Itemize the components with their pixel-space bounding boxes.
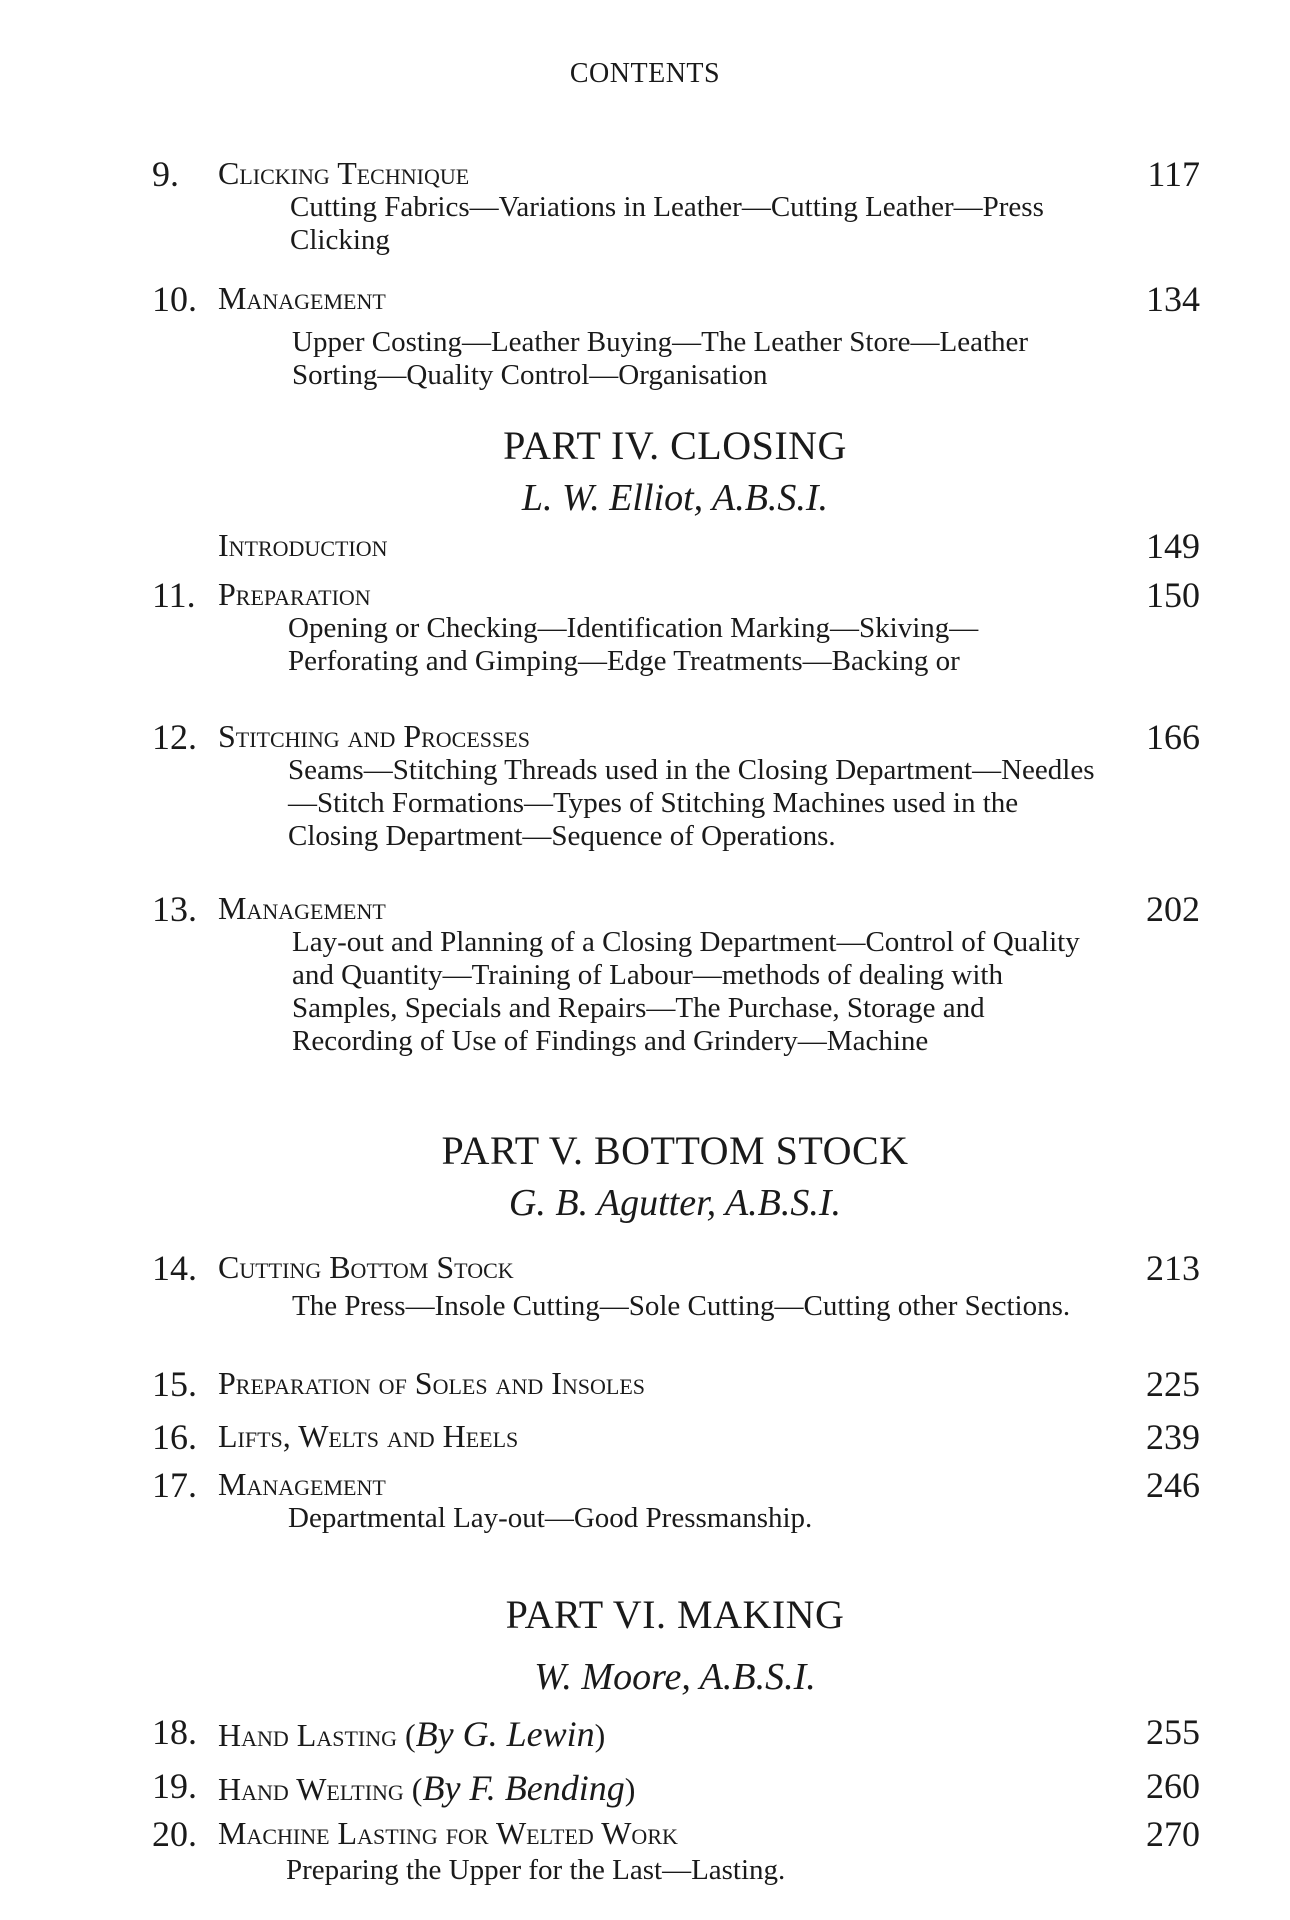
chapter-title: Management (218, 280, 386, 316)
chapter-description: Departmental Lay-out—Good Pressmanship. (288, 1502, 813, 1534)
chapter-title (218, 1767, 635, 1809)
chapter-description: Seams—Stitching Threads used in the Closing Department—Needles—Stitch Formations—Types of Stitching Machines used in the Closing Department—Sequence of Operations. (288, 754, 1095, 852)
chapter-title (218, 1713, 605, 1755)
chapter-description: The Press—Insole Cutting—Sole Cutting—Cutting other Sections. (292, 1290, 1071, 1322)
chapter-number: 10. (152, 279, 197, 319)
page-number: 213 (1146, 1248, 1200, 1288)
page-number: 149 (1146, 526, 1200, 566)
chapter-number: 13. (152, 889, 197, 929)
part-author: G. B. Agutter, A.B.S.I. (508, 1182, 842, 1224)
chapter-title-text: Hand Lasting ( (218, 1717, 416, 1753)
chapter-description: Opening or Checking—Identification Marking—Skiving—Perforating and Gimping—Edge Treatments—Backing or (288, 612, 979, 677)
page-header: CONTENTS (569, 58, 721, 89)
chapter-number: 17. (152, 1465, 197, 1505)
page-number: 202 (1146, 889, 1200, 929)
chapter-title: Management (218, 890, 386, 926)
chapter-number: 11. (152, 575, 196, 615)
page-number: 134 (1146, 279, 1200, 319)
part-heading: PART V. BOTTOM STOCK (441, 1128, 909, 1173)
chapter-number: 18. (152, 1712, 197, 1752)
page-number: 150 (1146, 575, 1200, 615)
chapter-number: 16. (152, 1417, 197, 1457)
chapter-byline: By G. Lewin (415, 1714, 595, 1754)
page-number: 246 (1146, 1465, 1200, 1505)
chapter-title: Preparation (218, 576, 371, 612)
chapter-title: Machine Lasting for Welted Work (218, 1815, 678, 1851)
chapter-description: Cutting Fabrics—Variations in Leather—Cutting Leather—Press Clicking (290, 191, 1044, 256)
chapter-byline: By F. Bending (422, 1768, 625, 1808)
chapter-number: 9. (152, 154, 179, 194)
chapter-number: 19. (152, 1766, 197, 1806)
chapter-number: 12. (152, 717, 197, 757)
page-number: 117 (1147, 154, 1200, 194)
chapter-title: Cutting Bottom Stock (218, 1249, 514, 1285)
page-number: 255 (1146, 1712, 1200, 1752)
page-number: 260 (1146, 1766, 1200, 1806)
chapter-title: Lifts, Welts and Heels (218, 1418, 519, 1454)
chapter-title: Introduction (218, 527, 388, 563)
chapter-number: 15. (152, 1364, 197, 1404)
chapter-title-close: ) (594, 1717, 606, 1753)
chapter-number: 14. (152, 1248, 197, 1288)
chapter-title-text: Hand Welting ( (218, 1771, 423, 1807)
part-author: L. W. Elliot, A.B.S.I. (521, 477, 829, 519)
chapter-title: Preparation of Soles and Insoles (218, 1365, 646, 1401)
page-number: 239 (1146, 1417, 1200, 1457)
part-author: W. Moore, A.B.S.I. (534, 1656, 816, 1698)
page-number: 270 (1146, 1814, 1200, 1854)
chapter-number: 20. (152, 1814, 197, 1854)
page-number: 225 (1146, 1364, 1200, 1404)
chapter-description: Upper Costing—Leather Buying—The Leather Store—Leather Sorting—Quality Control—Organisation (292, 326, 1029, 391)
chapter-title: Stitching and Processes (218, 718, 530, 754)
chapter-description: Lay-out and Planning of a Closing Department—Control of Quality and Quantity—Training of Labour—methods of dealing with Samples, Specials and Repairs—The Purchase, Storage and Recording of Use of Findings and Grindery—Machine (292, 926, 1080, 1057)
chapter-description: Preparing the Upper for the Last—Lasting. (286, 1854, 786, 1886)
chapter-title: Management (218, 1466, 386, 1502)
chapter-title: Clicking Technique (218, 155, 470, 191)
part-heading: PART IV. CLOSING (503, 423, 847, 468)
part-heading: PART VI. MAKING (505, 1592, 845, 1637)
page-number: 166 (1146, 717, 1200, 757)
chapter-title-close: ) (624, 1771, 636, 1807)
